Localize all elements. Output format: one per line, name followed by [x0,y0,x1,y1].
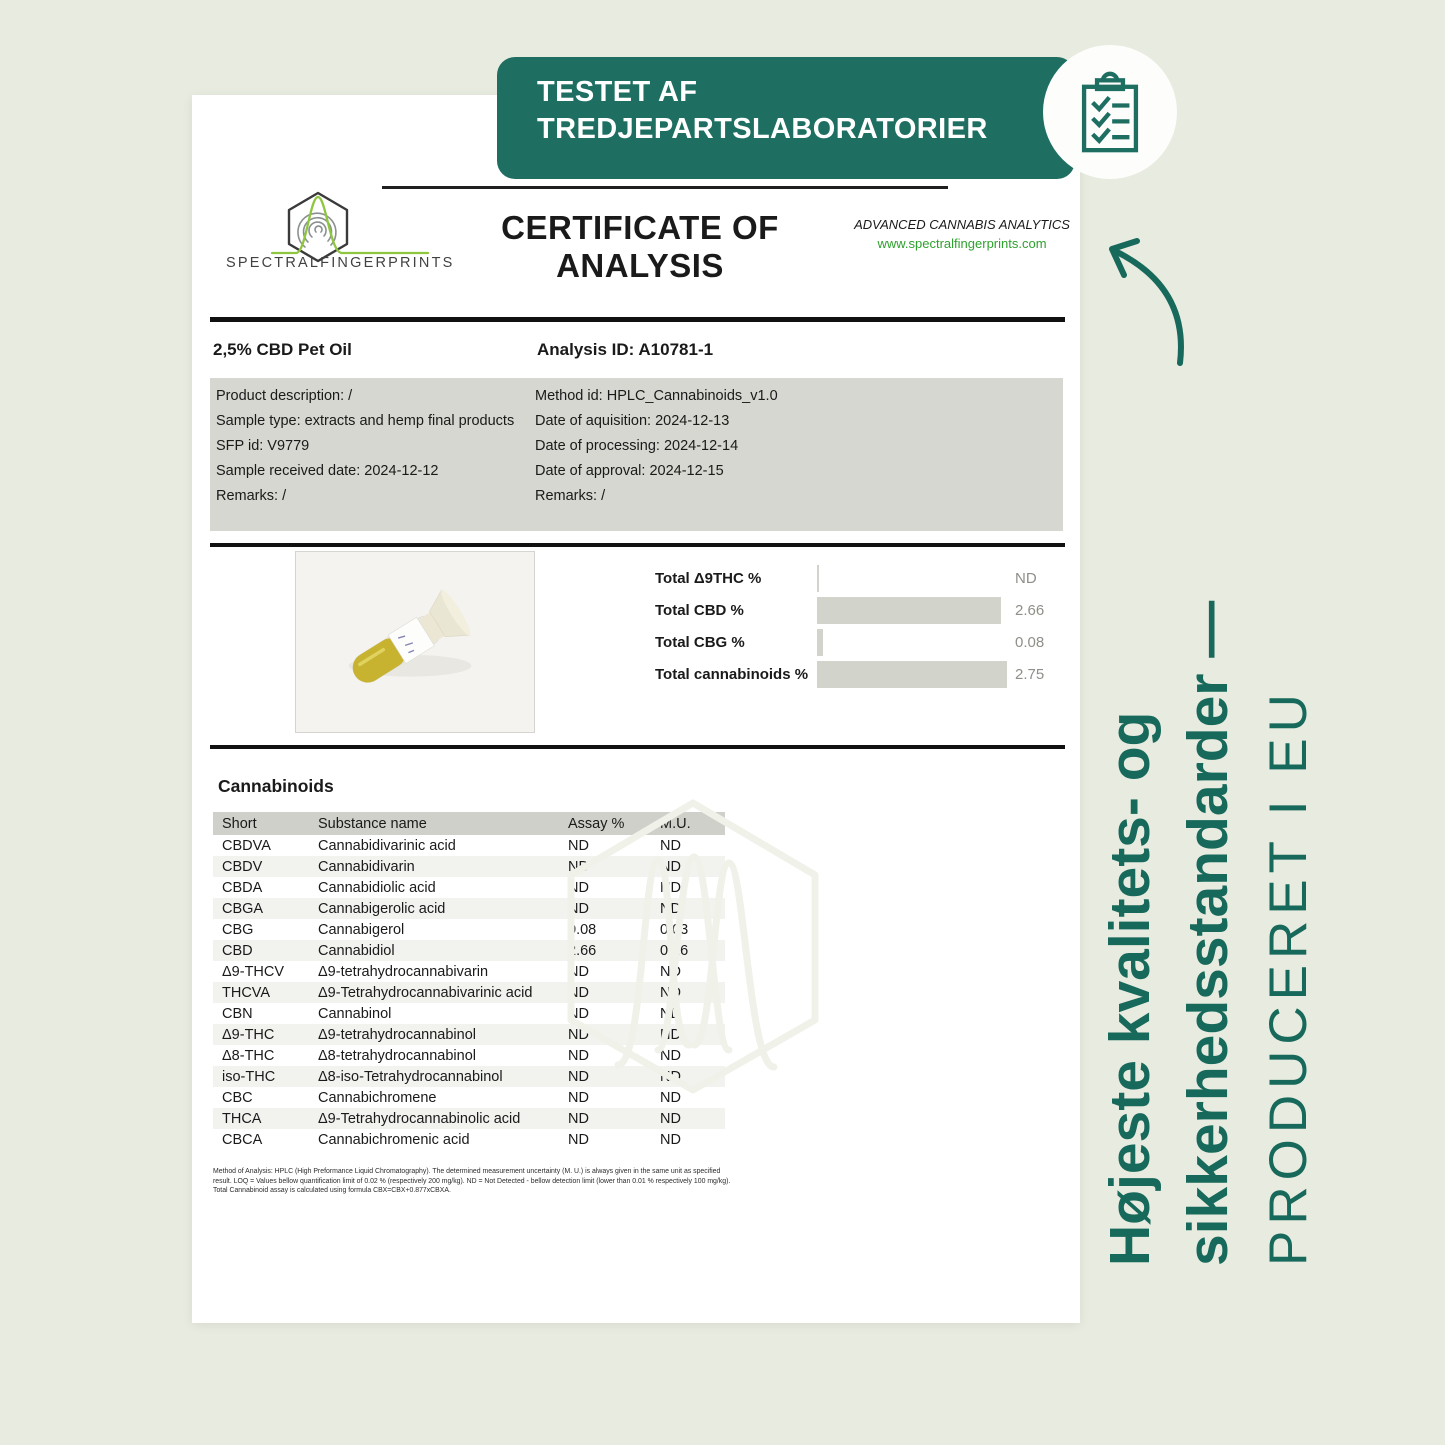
cell-assay: ND [568,1068,589,1085]
info-remarks-left: Remarks: / [216,488,287,504]
info-remarks-right: Remarks: / [535,488,606,504]
cell-mu: ND [660,1026,681,1043]
chart-label-cbd: Total CBD % [655,602,744,619]
bar-cbd [817,597,1001,624]
cannabinoids-section-title: Cannabinoids [218,776,334,796]
divider-rule-bottom [210,745,1065,749]
table-row [213,1108,725,1129]
table-row [213,1129,725,1150]
info-sample-type: Sample type: extracts and hemp final products [216,413,515,429]
cell-mu: ND [660,1005,681,1022]
chart-value-cbd: 2.66 [1015,602,1045,619]
cell-substance: Δ9-Tetrahydrocannabivarinic acid [318,984,533,1001]
cell-assay: ND [568,963,589,980]
cell-mu: ND [660,1047,681,1064]
cell-short: CBN [222,1005,253,1022]
cell-mu: ND [660,1089,681,1106]
product-name: 2,5% CBD Pet Oil [213,340,352,359]
bar-track [817,629,1012,656]
analysis-id: Analysis ID: A10781-1 [537,340,714,359]
clipboard-checklist-icon [1074,69,1146,155]
chart-value-cbg: 0.08 [1015,634,1045,651]
side-text-line-1: Højeste kvalitets- og [1098,711,1162,1266]
bar-thc [817,565,819,592]
info-method-id: Method id: HPLC_Cannabinoids_v1.0 [535,388,778,404]
cell-assay: ND [568,1110,589,1127]
cell-assay: ND [568,1026,589,1043]
lab-website-link[interactable]: www.spectralfingerprints.com [877,236,1047,251]
chart-row-total [655,661,1075,688]
cell-assay: ND [568,1131,589,1148]
cell-assay: ND [568,984,589,1001]
cell-assay: 2.66 [568,942,597,959]
cell-mu: ND [660,984,681,1001]
product-photo [295,551,535,733]
cell-short: THCA [222,1110,262,1127]
info-sfp-id: SFP id: V9779 [216,438,310,454]
cell-mu: ND [660,1110,681,1127]
cell-mu: ND [660,858,681,875]
lab-tagline-block [847,217,1077,251]
cell-assay: ND [568,858,589,875]
cell-substance: Δ9-tetrahydrocannabinol [318,1026,477,1043]
chart-value-thc: ND [1015,570,1037,587]
certificate-title: CERTIFICATE OF ANALYSIS [501,209,779,284]
info-date-aquisition: Date of aquisition: 2024-12-13 [535,413,730,429]
info-product-description: Product description: / [216,388,353,404]
vial-photo-illustration [296,552,534,732]
banner-line-1: TESTET AF [537,76,698,108]
cell-mu: ND [660,879,681,896]
chart-row-cbd [655,597,1075,624]
method-footnote: Method of Analysis: HPLC (High Preformance Liquid Chromatography). The determined measurement uncertainty (M. U.) is always given in the same unit as specified result. LOQ = Values bellow quantification limit of 0.02 % (respectively 200 mg/kg). ND = Not Detected - bellow detection limit (lower than 0.01 % respectively 100 mg/kg). Total Cannabinoid assay is calculated using formula CBX=CBX+0.877xCBXA. [213,1168,731,1194]
certificate-document [192,95,1080,1323]
cell-short: Δ9-THC [222,1026,275,1043]
side-text-line-2: sikkerhedsstandarder — [1176,600,1240,1266]
chart-row-cbg [655,629,1075,656]
cell-short: Δ8-THC [222,1047,275,1064]
cell-short: iso-THC [222,1068,276,1085]
badge-circle [1043,45,1177,179]
info-sample-received-date: Sample received date: 2024-12-12 [216,463,439,479]
divider-rule-middle [210,543,1065,547]
bar-track [817,661,1012,688]
cell-substance: Cannabidivarin [318,858,415,875]
cell-short: CBDA [222,879,263,896]
bar-track [817,597,1012,624]
cell-short: CBDV [222,858,263,875]
logo-wordmark: SPECTRALFINGERPRINTS [226,255,455,271]
col-header-substance: Substance name [318,812,568,835]
cell-assay: ND [568,900,589,917]
chart-row-thc [655,565,1075,592]
cell-mu: 0.16 [660,942,689,959]
cell-substance: Cannabichromenic acid [318,1131,470,1148]
cell-short: Δ9-THCV [222,963,285,980]
cell-mu: ND [660,1131,681,1148]
header-top-rule [382,186,948,189]
cell-short: CBDVA [222,837,271,854]
cell-short: CBG [222,921,254,938]
cell-assay: ND [568,879,589,896]
cell-substance: Cannabidivarinic acid [318,837,456,854]
cell-substance: Δ9-Tetrahydrocannabinolic acid [318,1110,521,1127]
cell-short: CBGA [222,900,264,917]
chart-label-total: Total cannabinoids % [655,666,809,683]
cell-mu: 0.03 [660,921,689,938]
cell-substance: Cannabidiol [318,942,395,959]
cell-assay: ND [568,1047,589,1064]
chart-label-cbg: Total CBG % [655,634,745,651]
cell-short: CBCA [222,1131,263,1148]
lab-tagline: ADVANCED CANNABIS ANALYTICS [854,217,1070,232]
cell-substance: Cannabichromene [318,1089,437,1106]
tested-banner [497,57,1075,179]
cell-mu: ND [660,1068,681,1085]
sample-info-left-column [216,384,514,509]
curved-arrow-icon [1085,225,1205,375]
sample-info-right-column [535,384,778,509]
col-header-mu: M.U. [660,812,725,835]
cell-short: CBD [222,942,253,959]
cell-substance: Cannabigerolic acid [318,900,446,917]
hexagon-watermark-icon [563,795,823,1095]
chart-value-total: 2.75 [1015,666,1045,683]
cell-mu: ND [660,963,681,980]
cell-substance: Cannabigerol [318,921,405,938]
cell-substance: Cannabinol [318,1005,392,1022]
sample-info-panel [210,378,1063,531]
banner-line-2: TREDJEPARTSLABORATORIER [537,113,988,145]
spectralfingerprints-logo-icon [270,191,430,264]
cell-assay: ND [568,837,589,854]
divider-rule-top [210,317,1065,322]
col-header-assay: Assay % [568,812,660,835]
cannabinoid-summary-chart [655,565,1075,688]
col-header-short: Short [213,812,318,835]
cell-assay: ND [568,1089,589,1106]
cell-substance: Δ8-tetrahydrocannabinol [318,1047,477,1064]
cell-substance: Δ8-iso-Tetrahydrocannabinol [318,1068,503,1085]
cell-mu: ND [660,837,681,854]
info-date-approval: Date of approval: 2024-12-15 [535,463,724,479]
cell-assay: 0.08 [568,921,597,938]
info-date-processing: Date of processing: 2024-12-14 [535,438,739,454]
chart-label-thc: Total Δ9THC % [655,570,762,587]
cell-short: CBC [222,1089,253,1106]
side-text-line-3: PRODUCERET I EU [1259,688,1318,1266]
side-marketing-text [1093,418,1343,1266]
cell-mu: ND [660,900,681,917]
cell-assay: ND [568,1005,589,1022]
bar-total [817,661,1007,688]
cell-short: THCVA [222,984,271,1001]
cell-substance: Δ9-tetrahydrocannabivarin [318,963,489,980]
bar-track [817,565,1012,592]
cell-substance: Cannabidiolic acid [318,879,436,896]
bar-cbg [817,629,823,656]
